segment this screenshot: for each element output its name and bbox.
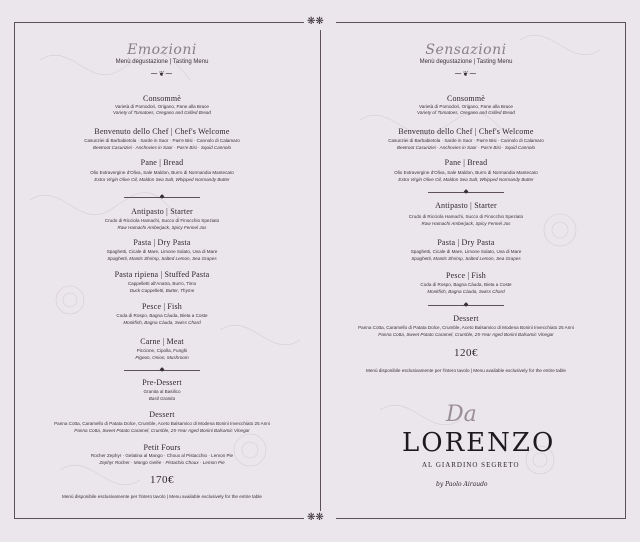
course-italian: Coda di Rospo, Bagna Càuda, Bieta a Coste [116,313,208,318]
course-english: Beetroot Casunziei · Anchovies in Saor · Pas'e Bisi · Squid Cannolo [92,145,232,150]
course-heading: Pane | Bread [444,158,488,167]
course-italian: Casunziei di Barbabietola · Sarde in Saor · Pas'e Bisi · Cannolo di Calamaro [84,138,240,143]
menu-title: Sensazioni [425,42,507,58]
course-english: Duck Cappelletti, Butter, Thyme [129,288,195,293]
course-english: Extra Virgin Olive Oil, Maldon Sea Salt, Whipped Normandy Butter [94,177,230,182]
course-heading: Benvenuto dello Chef | Chef's Welcome [94,127,230,136]
course-heading: Pesce | Fish [445,271,486,280]
course-italian: Olio Extravergine d'Oliva, Sale Maldon, Burro di Normandia Mantecato [394,170,538,175]
course-english: Spaghetti, Mantis Shrimp, Salted Lemon, Sea Grapes [107,256,217,261]
frame-top-right [336,22,626,23]
section-divider: ◆ [124,194,200,200]
section-divider: ◆ [428,302,504,308]
course-heading: Dessert [453,314,479,323]
menu-note: Menù disponibile esclusivamente per l'intero tavolo | Menu available exclusively for the entire table [62,494,262,499]
menu-subtitle: Menù degustazione | Tasting Menu [115,59,209,65]
course-italian: Panna Cotta, Caramello di Patata Dolce, Crumble, Aceto Balsamico di Modena Bonini Invecchiato 25 Anni [358,325,574,330]
course-english: Panna Cotta, Sweet Potato Caramel, Crumble, 25-Year Aged Bonini Balsamic Vinegar [74,428,250,433]
course-heading: Antipasto | Starter [131,207,193,216]
course-italian: Crudo di Ricciola Hamachi, Succo di Finocchio Speziato [408,214,524,219]
course-heading: Dessert [149,410,175,419]
course-heading: Benvenuto dello Chef | Chef's Welcome [398,127,534,136]
section-divider: ◆ [124,367,200,373]
menu-price: 170€ [150,474,174,486]
course-english: Raw Hamachi Amberjack, Spicy Fennel Jus [421,221,511,226]
course-english: Extra Virgin Olive Oil, Maldon Sea Salt, Whipped Normandy Butter [398,177,534,182]
course-english: Beetroot Casunziei · Anchovies in Saor · Pas'e Bisi · Squid Cannolo [396,145,536,150]
frame-right [625,22,626,519]
logo-subtitle: AL GIARDINO SEGRETO [422,461,520,469]
course-heading: Pasta | Dry Pasta [437,238,495,247]
logo-signature: by Paolo Airaudo [436,481,488,488]
course-english: Monkfish, Bagna Càuda, Swiss Chard [123,320,201,325]
course-heading: Pre-Dessert [142,378,182,387]
course-italian: Coda di Rospo, Bagna Càuda, Bieta a Coste [420,282,512,287]
course-english: Spaghetti, Mantis Shrimp, Salted Lemon, Sea Grapes [411,256,521,261]
section-divider: ◆ [428,189,504,195]
menu-title: Emozioni [127,42,197,58]
course-english: Monkfish, Bagna Càuda, Swiss Chard [427,289,505,294]
menu-subtitle: Menù degustazione | Tasting Menu [419,59,513,65]
frame-bottom-left [14,518,304,519]
course-english: Zephyr Rocher · Mango Gelée · Pistachio Choux · Lemon Pie [99,460,225,465]
flourish-icon: ⁓❦⁓ [454,70,478,78]
course-italian: Rocher Zephyr · Gelatina al Mango · Choux al Pistacchio · Lemon Pie [90,453,234,458]
logo-da: Da [446,402,477,427]
course-heading: Consommè [142,94,182,103]
course-heading: Consommè [446,94,486,103]
course-italian: Panna Cotta, Caramello di Patata Dolce, Crumble, Aceto Balsamico di Modena Bonini Invecchiato 25 Anni [54,421,270,426]
logo-name: LORENZO [402,428,556,458]
course-italian: Spaghetti, Cicale di Mare, Limone Salato, Uva di Mare [410,249,522,254]
flourish-icon: ⁓❦⁓ [150,70,174,78]
course-italian: Olio Extravergine d'Oliva, Sale Maldon, Burro di Normandia Mantecato [90,170,234,175]
course-italian: Varietà di Pomodori, Origano, Pane alla Brace [115,104,209,109]
course-italian: Crudo di Ricciola Hamachi, Succo di Finocchio Speziato [104,218,220,223]
course-english: Panna Cotta, Sweet Potato Caramel, Crumble, 25-Year Aged Bonini Balsamic Vinegar [378,332,554,337]
course-italian: Granita al Basilico [143,389,181,394]
course-english: Basil Granita [148,396,176,401]
course-italian: Varietà di Pomodori, Origano, Pane alla Brace [419,104,513,109]
course-english: Raw Hamachi Amberjack, Spicy Fennel Jus [117,225,207,230]
course-english: Pigeon, Onion, Mushroom [135,355,189,360]
course-italian: Spaghetti, Cicale di Mare, Limone Salato, Uva di Mare [106,249,218,254]
course-heading: Antipasto | Starter [435,201,497,210]
course-italian: Cappelletti all'Anatra, Burro, Timo [127,281,197,286]
course-heading: Pane | Bread [140,158,184,167]
menu-note: Menù disponibile esclusivamente per l'intero tavolo | Menu available exclusively for the entire table [366,368,566,373]
course-heading: Pesce | Fish [141,302,182,311]
menu-price: 120€ [454,347,478,359]
frame-bottom-right [336,518,626,519]
frame-top-left [14,22,304,23]
course-heading: Pasta ripiena | Stuffed Pasta [114,270,210,279]
course-heading: Pasta | Dry Pasta [133,238,191,247]
course-heading: Carne | Meat [140,337,184,346]
course-heading: Petit Fours [143,443,181,452]
top-ornament-icon: ❋❋ [307,16,324,27]
course-english: Variety of Tomatoes, Oregano and Grilled Bread [417,110,515,115]
course-italian: Piccione, Cipolla, Funghi [136,348,188,353]
course-english: Variety of Tomatoes, Oregano and Grilled Bread [113,110,211,115]
course-italian: Casunziei di Barbabietola · Sarde in Saor · Pas'e Bisi · Cannolo di Calamaro [388,138,544,143]
bottom-ornament-icon: ❋❋ [307,512,324,523]
